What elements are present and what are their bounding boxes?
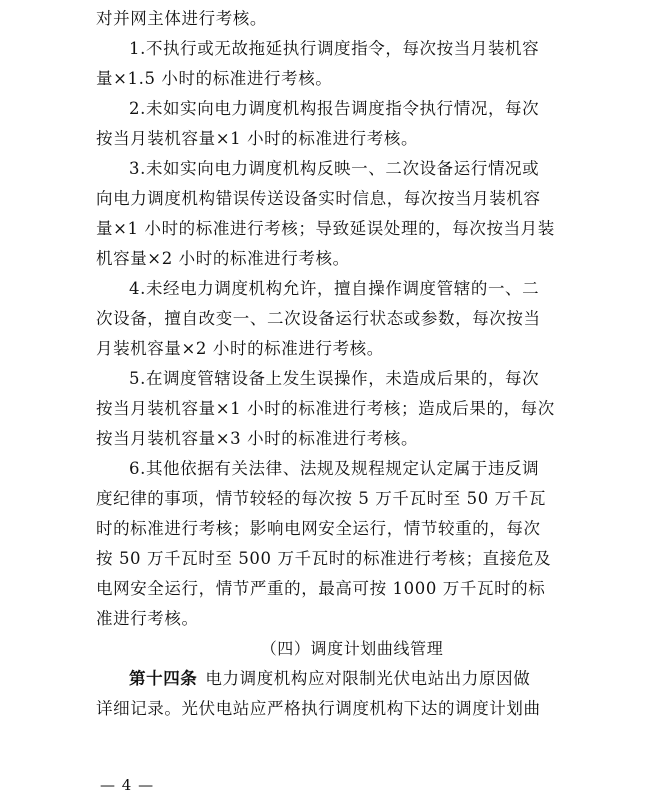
text-line: 3.未如实向电力调度机构反映一、二次设备运行情况或 <box>129 159 540 178</box>
text-line: 4.未经电力调度机构允许，擅自操作调度管辖的一、二 <box>129 279 540 298</box>
text-line: 2.未如实向电力调度机构报告调度指令执行情况，每次 <box>129 99 540 118</box>
article-second-line: 详细记录。光伏电站应严格执行调度机构下达的调度计划曲 <box>96 699 541 718</box>
text-line: 度纪律的事项，情节较轻的每次按 5 万千瓦时至 50 万千瓦 <box>96 489 546 508</box>
text-line: 按当月装机容量×1 小时的标准进行考核。 <box>96 129 419 148</box>
text-line: 1.不执行或无故拖延执行调度指令，每次按当月装机容 <box>129 39 540 58</box>
paragraph-lines <box>96 4 568 634</box>
text-line: 向电力调度机构错误传送设备实时信息，每次按当月装机容 <box>96 189 541 208</box>
text-line: 量×1 小时的标准进行考核；导致延误处理的，每次按当月装 <box>96 219 555 238</box>
text-line: 月装机容量×2 小时的标准进行考核。 <box>96 339 384 358</box>
text-line: 6.其他依据有关法律、法规及规程规定认定属于违反调 <box>129 459 540 478</box>
article-text-1: 电力调度机构应对限制光伏电站出力原因做 <box>205 669 531 688</box>
section-heading: （四）调度计划曲线管理 <box>260 639 444 658</box>
text-line: 按当月装机容量×1 小时的标准进行考核；造成后果的，每次 <box>96 399 555 418</box>
text-line: 量×1.5 小时的标准进行考核。 <box>96 69 333 88</box>
text-line: 按当月装机容量×3 小时的标准进行考核。 <box>96 429 419 448</box>
document-body <box>96 4 568 724</box>
page-number: — 4 — <box>100 776 155 794</box>
text-line: 次设备，擅自改变一、二次设备运行状态或参数，每次按当 <box>96 309 541 328</box>
text-line: 电网安全运行，情节严重的，最高可按 1000 万千瓦时的标 <box>96 579 546 598</box>
text-line: 机容量×2 小时的标准进行考核。 <box>96 249 350 268</box>
text-line: 5.在调度管辖设备上发生误操作，未造成后果的，每次 <box>129 369 540 388</box>
text-line: 对并网主体进行考核。 <box>96 9 267 28</box>
text-line: 按 50 万千瓦时至 500 万千瓦时的标准进行考核；直接危及 <box>96 549 552 568</box>
article-first-line <box>96 664 568 694</box>
text-line: 准进行考核。 <box>96 609 199 628</box>
text-line: 时的标准进行考核；影响电网安全运行，情节较重的，每次 <box>96 519 541 538</box>
article-label: 第十四条 <box>129 669 198 688</box>
